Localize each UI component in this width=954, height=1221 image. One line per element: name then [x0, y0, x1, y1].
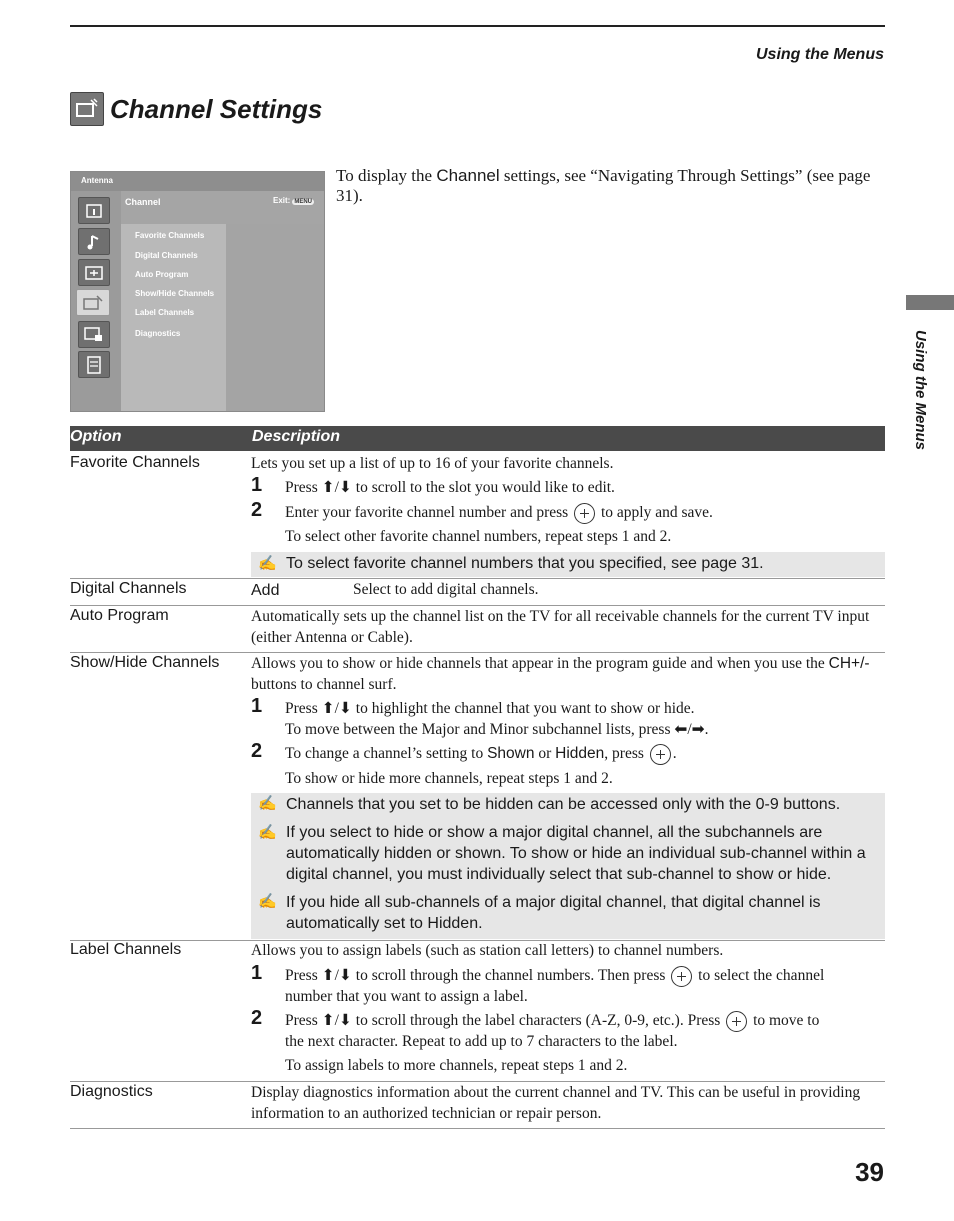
- label-step2-b: to move to: [753, 1012, 820, 1029]
- menu-key: MENU: [294, 199, 312, 205]
- showhide-step1-b: To move between the Major and Minor subchannel lists, press ⬅/➡.: [285, 721, 709, 738]
- menu-item: Auto Program: [135, 270, 189, 279]
- option-digital-channels: Digital Channels: [70, 580, 187, 597]
- row-divider: [70, 1128, 885, 1129]
- showhide-step2-b: To show or hide more channels, repeat steps 1 and 2.: [285, 770, 613, 787]
- menu-item: Diagnostics: [135, 329, 181, 338]
- note-pencil-icon: ✍: [258, 825, 277, 841]
- note-box: [251, 552, 885, 577]
- favorite-note: To select favorite channel numbers that you specified, see page 31.: [286, 555, 764, 572]
- step-number: 2: [251, 1007, 263, 1029]
- intro-text: [336, 166, 876, 206]
- info-icon: [78, 197, 110, 224]
- label-step1-a: Press ⬆/⬇ to scroll through the channel numbers. Then press: [285, 967, 666, 984]
- col-option: Option: [70, 428, 122, 445]
- page-number: 39: [855, 1157, 884, 1187]
- menu-screenshot: [70, 171, 325, 412]
- note-box: [251, 793, 885, 939]
- diag-desc: Display diagnostics information about the current channel and TV. This can be useful in providing information to an authorized technician or repair person.: [251, 1084, 861, 1122]
- label-step2-a: Press ⬆/⬇ to scroll through the label characters (A-Z, 0-9, etc.). Press: [285, 1012, 721, 1029]
- showhide-step2-pre: To change a channel’s setting to: [285, 745, 488, 762]
- menu-top-bar: [71, 172, 324, 191]
- favorite-step2: [285, 502, 713, 524]
- note-pencil-icon: ✍: [258, 894, 277, 910]
- intro-channel-word: Channel: [436, 166, 500, 185]
- note-pencil-icon: ✍: [258, 556, 277, 572]
- showhide-hidden: Hidden: [555, 745, 605, 762]
- option-auto-program: Auto Program: [70, 607, 169, 624]
- menu-item: Show/Hide Channels: [135, 289, 215, 298]
- favorite-step2-repeat: To select other favorite channel numbers, repeat steps 1 and 2.: [285, 528, 672, 545]
- enter-button-icon: [650, 744, 671, 765]
- enter-button-icon: [726, 1011, 747, 1032]
- side-tab-marker: [906, 295, 954, 310]
- showhide-desc: [251, 653, 883, 695]
- label-step2: [285, 1010, 819, 1032]
- channel-icon: [76, 289, 110, 316]
- showhide-step1: Press ⬆/⬇ to highlight the channel that you want to show or hide.: [285, 700, 695, 717]
- note-pencil-icon: ✍: [258, 796, 277, 812]
- enter-button-icon: [671, 966, 692, 987]
- menu-list: [121, 224, 226, 411]
- menu-exit-label: Exit:: [272, 196, 291, 205]
- favorite-step2-a: Enter your favorite channel number and press: [285, 504, 569, 521]
- menu-antenna-label: Antenna: [81, 176, 113, 185]
- favorite-step1: Press ⬆/⬇ to scroll to the slot you would like to edit.: [285, 479, 615, 496]
- step-number: 2: [251, 499, 263, 521]
- showhide-shown: Shown: [487, 745, 535, 762]
- showhide-note1: Channels that you set to be hidden can be accessed only with the 0-9 buttons.: [286, 796, 841, 813]
- page-title: Channel Settings: [110, 93, 323, 124]
- step-number: 2: [251, 740, 263, 762]
- col-description: Description: [252, 428, 341, 445]
- top-rule: [70, 25, 885, 27]
- label-desc: Allows you to assign labels (such as station call letters) to channel numbers.: [251, 942, 724, 959]
- option-diagnostics: Diagnostics: [70, 1083, 153, 1100]
- screen-adjust-icon: [78, 259, 110, 286]
- showhide-note3: If you hide all sub-channels of a major digital channel, that digital channel is automatically set to Hidden.: [286, 894, 821, 932]
- showhide-desc-a: Allows you to show or hide channels that appear in the program guide and when you use the: [251, 655, 825, 672]
- intro-before: To display the: [336, 166, 437, 185]
- label-step1: [285, 965, 824, 987]
- label-step1-c: number that you want to assign a label.: [285, 988, 528, 1005]
- step-number: 1: [251, 474, 263, 496]
- option-label-channels: Label Channels: [70, 941, 182, 958]
- showhide-note2: If you select to hide or show a major digital channel, all the subchannels are automatically hidden or shown. To show or hide an individual sub-channel within a digital channel, you must individually select that sub-channel to show or hide.: [286, 824, 866, 883]
- table-header: [70, 426, 885, 451]
- menu-icon-column: [71, 191, 121, 411]
- showhide-press: , press: [604, 745, 644, 762]
- running-header: Using the Menus: [755, 46, 884, 63]
- favorite-desc: Lets you set up a list of up to 16 of your favorite channels.: [251, 455, 614, 472]
- menu-channel-title: Channel: [125, 197, 161, 207]
- favorite-step2-b: to apply and save.: [600, 504, 713, 521]
- music-note-icon: [78, 228, 110, 255]
- label-step2-c: the next character. Repeat to add up to 7 characters to the label.: [285, 1033, 678, 1050]
- auto-desc: Automatically sets up the channel list on the TV for all receivable channels for the current TV input (either Antenna or Cable).: [251, 608, 870, 646]
- option-show-hide-channels: Show/Hide Channels: [70, 654, 220, 671]
- label-step2-d: To assign labels to more channels, repeat steps 1 and 2.: [285, 1057, 628, 1074]
- option-favorite-channels: Favorite Channels: [70, 454, 200, 471]
- setup-icon: [78, 351, 110, 378]
- intro-after: settings, see “Navigating Through Settings” (see page 31).: [336, 166, 871, 205]
- showhide-desc-b: buttons to channel surf.: [251, 676, 397, 693]
- showhide-or: or: [534, 745, 556, 762]
- parental-lock-icon: [78, 321, 110, 348]
- menu-item: Label Channels: [135, 308, 195, 317]
- menu-item: Digital Channels: [135, 251, 198, 260]
- title-row: [70, 92, 322, 126]
- menu-item: Favorite Channels: [135, 231, 205, 240]
- digital-sub-add: Add: [251, 582, 280, 599]
- step-number: 1: [251, 962, 263, 984]
- menu-right-panel: [226, 224, 324, 411]
- showhide-step2: To change a channel’s setting to Shown or Hidden, press .: [285, 743, 677, 765]
- side-section-label: Using the Menus: [912, 330, 929, 451]
- step-number: 1: [251, 695, 263, 717]
- label-step1-b: to select the channel: [698, 967, 825, 984]
- digital-desc: Select to add digital channels.: [353, 581, 539, 598]
- menu-exit: [273, 196, 314, 205]
- showhide-desc-ch: CH+/-: [828, 655, 870, 672]
- enter-button-icon: [574, 503, 595, 524]
- channel-settings-icon: [70, 92, 104, 126]
